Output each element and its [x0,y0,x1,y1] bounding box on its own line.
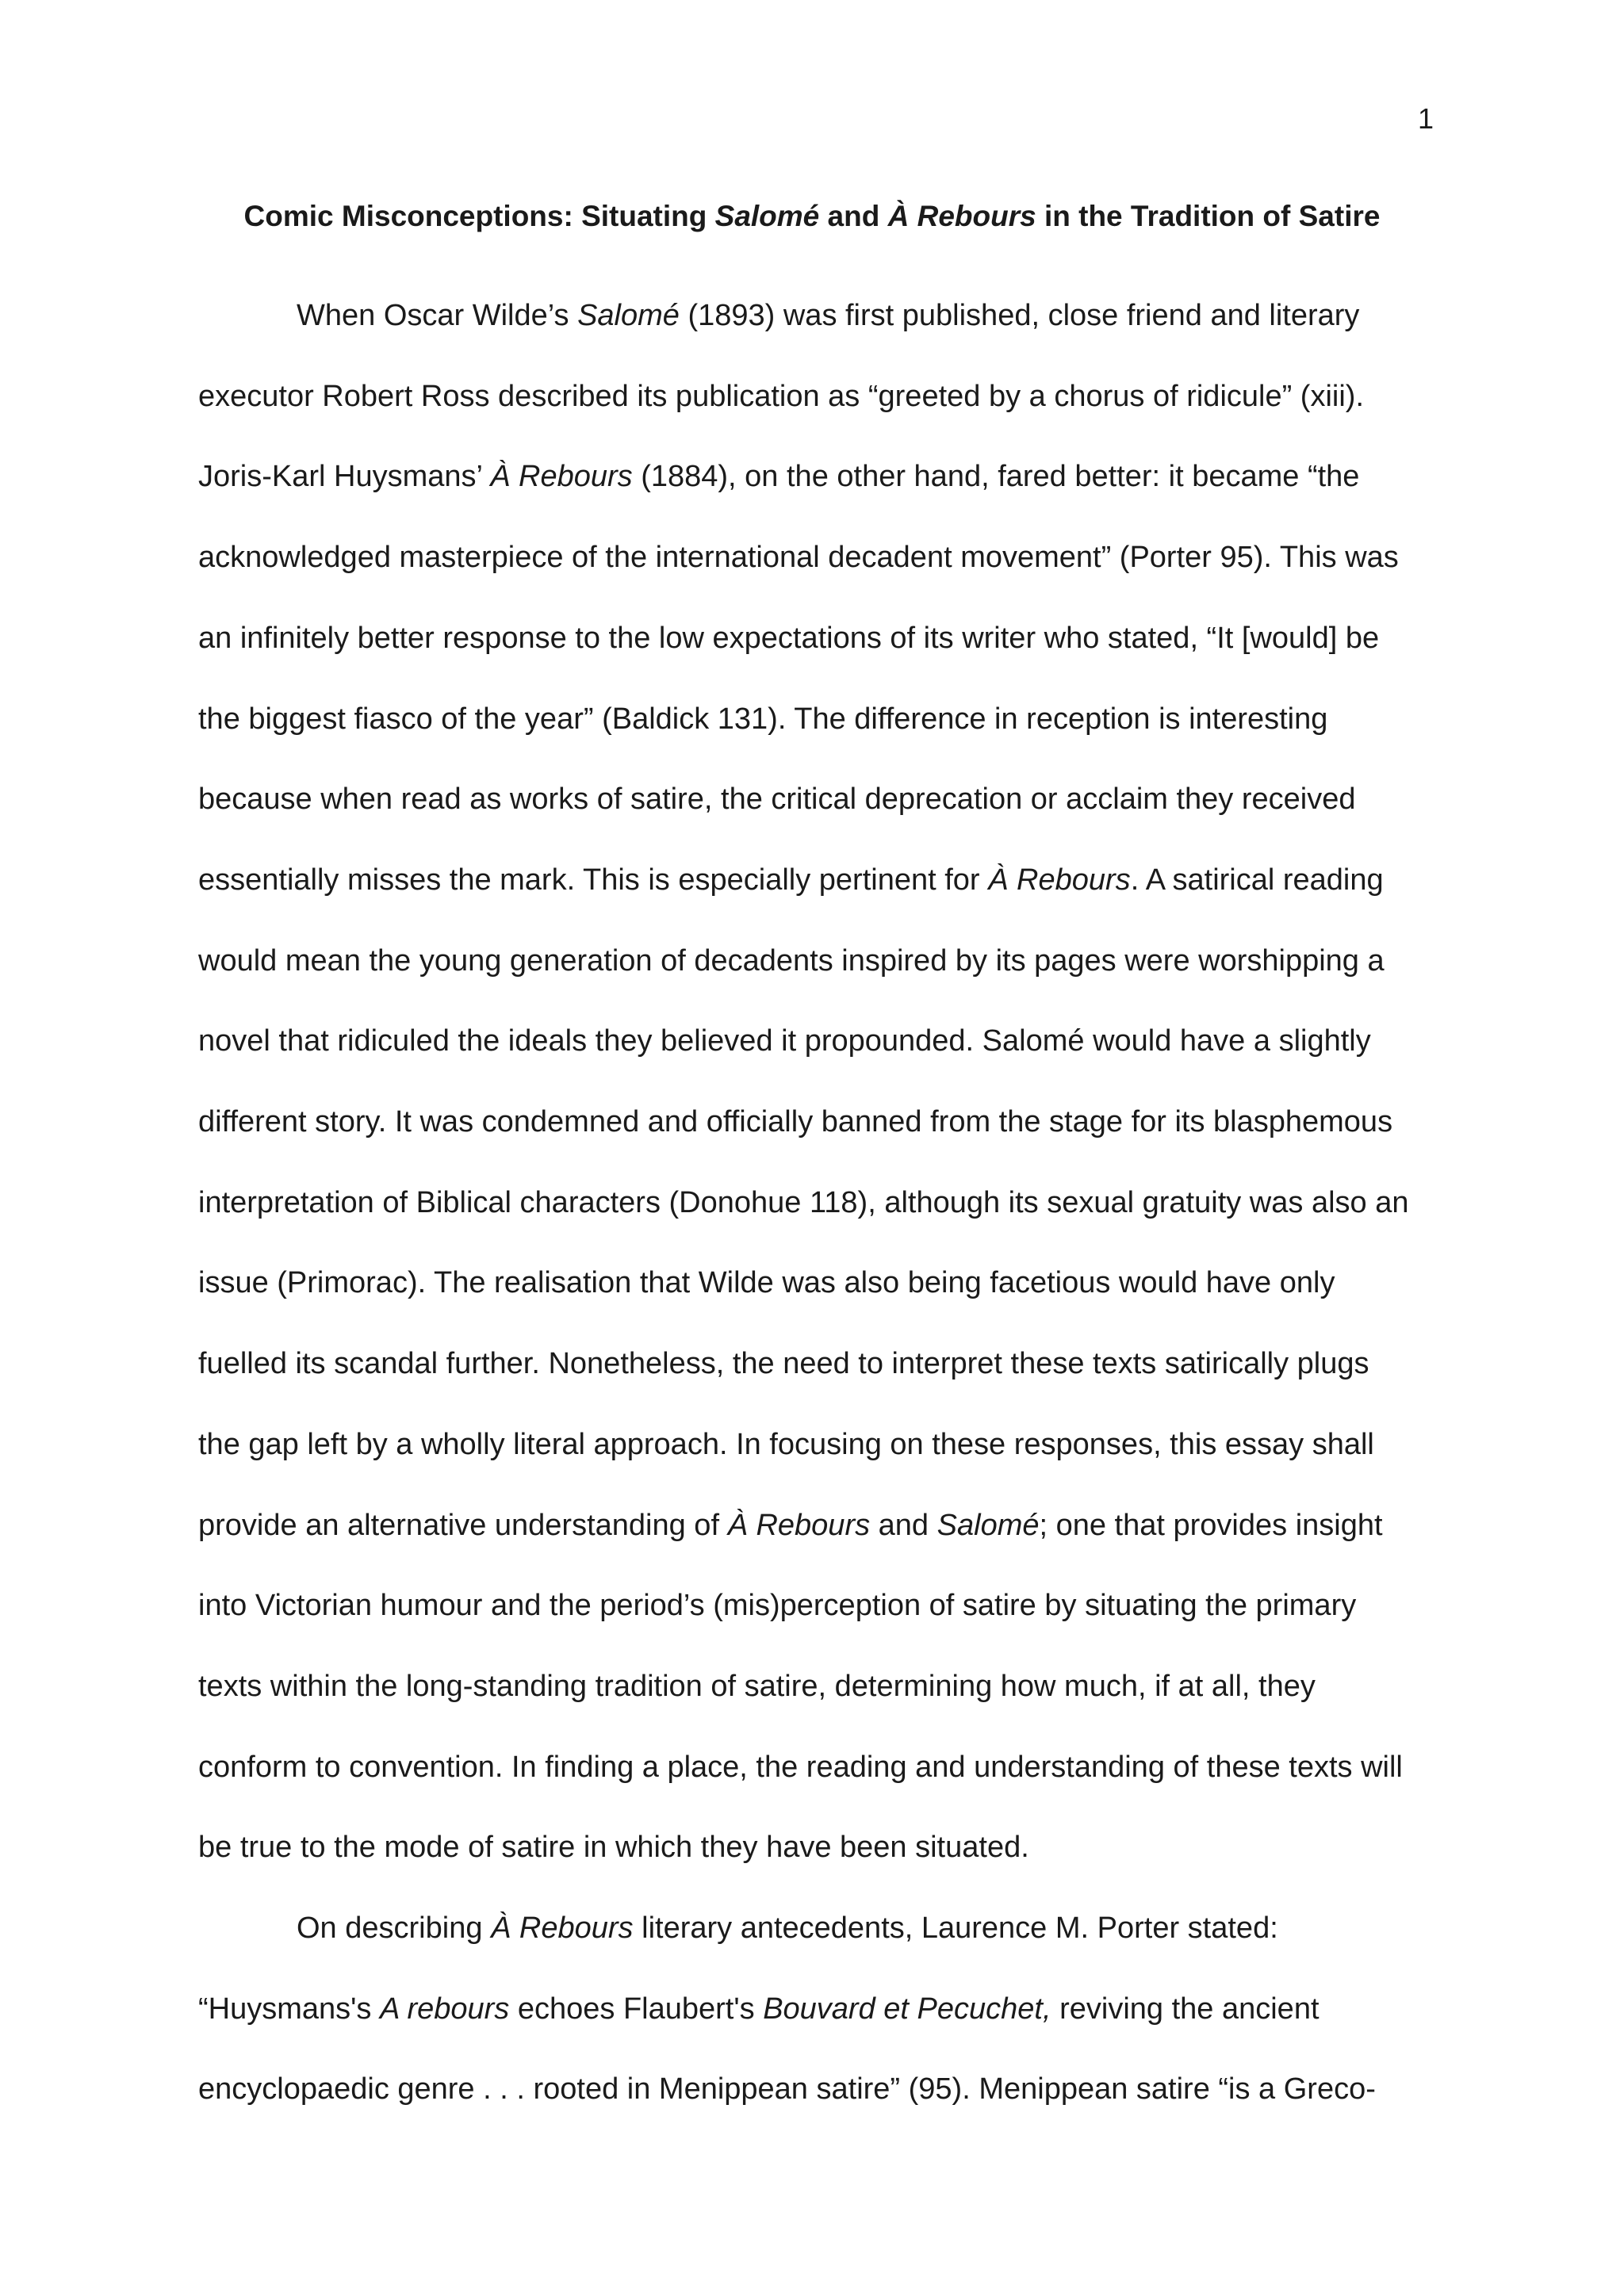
text-run: executor Robert Ross described its publication as “greeted by a chorus of ridicule” (xiii). [198,379,1364,413]
italic-title-text: Salomé [714,200,820,232]
text-run: literary antecedents, Laurence M. Porter stated: [633,1911,1278,1946]
text-run: novel that ridiculed the ideals they believed it propounded. Salomé would have a slightly [198,1024,1371,1058]
text-line [198,1728,1431,1808]
italic-title-text: À Rebours [491,1911,634,1946]
text-run: conform to convention. In finding a place, the reading and understanding of these texts will [198,1750,1403,1784]
text-line [198,1808,1431,1888]
text-run: On describing [297,1911,492,1946]
text-run: (1884), on the other hand, fared better: it became “the [632,460,1360,494]
text-run: different story. It was condemned and officially banned from the stage for its blasphemous [198,1105,1393,1139]
essay-body [198,276,1431,2130]
text-run: reviving the ancient [1051,1992,1320,2026]
italic-title-text: À Rebours [727,1508,871,1542]
text-line [198,1163,1431,1244]
text-line [198,1969,1431,2050]
text-run: issue (Primorac). The realisation that Wilde was also being facetious would have only [198,1266,1335,1300]
text-run: interpretation of Biblical characters (Donohue 118), although its sexual gratuity was also an [198,1185,1409,1219]
text-run: texts within the long-standing tradition of satire, determining how much, if at all, they [198,1669,1316,1703]
text-run: in the Tradition of Satire [1036,200,1381,232]
text-line [198,921,1431,1002]
text-run: and [819,200,888,232]
text-run: (1893) was first published, close friend and literary [679,299,1360,332]
text-run: ; one that provides insight [1039,1508,1383,1542]
text-run: fuelled its scandal further. Nonetheless, the need to interpret these texts satirically plugs [198,1347,1369,1381]
text-run: When Oscar Wilde’s [297,299,578,332]
text-run: encyclopaedic genre . . . rooted in Menippean satire” (95). Menippean satire “is a Greco- [198,2072,1376,2107]
text-line [198,1243,1431,1324]
text-run: into Victorian humour and the period’s (mis)perception of satire by situating the primary [198,1589,1357,1623]
italic-title-text: À Rebours [490,460,633,494]
text-line [198,840,1431,921]
text-line [198,1324,1431,1405]
italic-title-text: Salomé [936,1508,1040,1542]
text-run: the gap left by a wholly literal approach. In focusing on these responses, this essay shall [198,1427,1374,1461]
text-run: provide an alternative understanding of [198,1508,728,1542]
text-run: an infinitely better response to the low expectations of its writer who stated, “It [would] be [198,621,1380,655]
text-line [198,760,1431,840]
text-run: echoes Flaubert's [509,1992,764,2026]
page-number: 1 [1417,102,1434,135]
text-line [198,1647,1431,1728]
text-line [198,1082,1431,1163]
text-line [198,2049,1431,2130]
italic-title-text: À Rebours [887,200,1036,232]
text-run: would mean the young generation of decadents inspired by its pages were worshipping a [198,943,1385,978]
text-line [198,1486,1431,1567]
text-run: essentially misses the mark. This is especially pertinent for [198,863,989,897]
text-line [198,276,1431,357]
text-run: acknowledged masterpiece of the international decadent movement” (Porter 95). This was [198,541,1399,575]
text-run: the biggest fiasco of the year” (Baldick 131). The difference in reception is interesting [198,702,1328,736]
text-line [198,518,1431,599]
text-line [198,599,1431,679]
page-title [0,197,1624,236]
italic-title-text: Bouvard et Pecuchet, [763,1992,1051,2026]
text-line [198,1001,1431,1082]
text-line [198,357,1431,438]
italic-title-text: À Rebours [988,863,1131,897]
text-line [198,1405,1431,1486]
text-run: . A satirical reading [1130,863,1384,897]
text-line [198,1566,1431,1647]
text-run: Comic Misconceptions: Situating [243,200,715,232]
text-run: Joris-Karl Huysmans’ [198,460,491,494]
text-run: be true to the mode of satire in which they have been situated. [198,1831,1029,1865]
text-run: and [870,1508,937,1542]
italic-title-text: Salomé [577,299,680,332]
text-run: “Huysmans's [198,1992,380,2026]
italic-title-text: A rebours [379,1992,510,2026]
text-line [198,1888,1431,1969]
text-line [198,679,1431,760]
text-run: because when read as works of satire, the critical deprecation or acclaim they received [198,783,1356,817]
text-line [198,437,1431,518]
